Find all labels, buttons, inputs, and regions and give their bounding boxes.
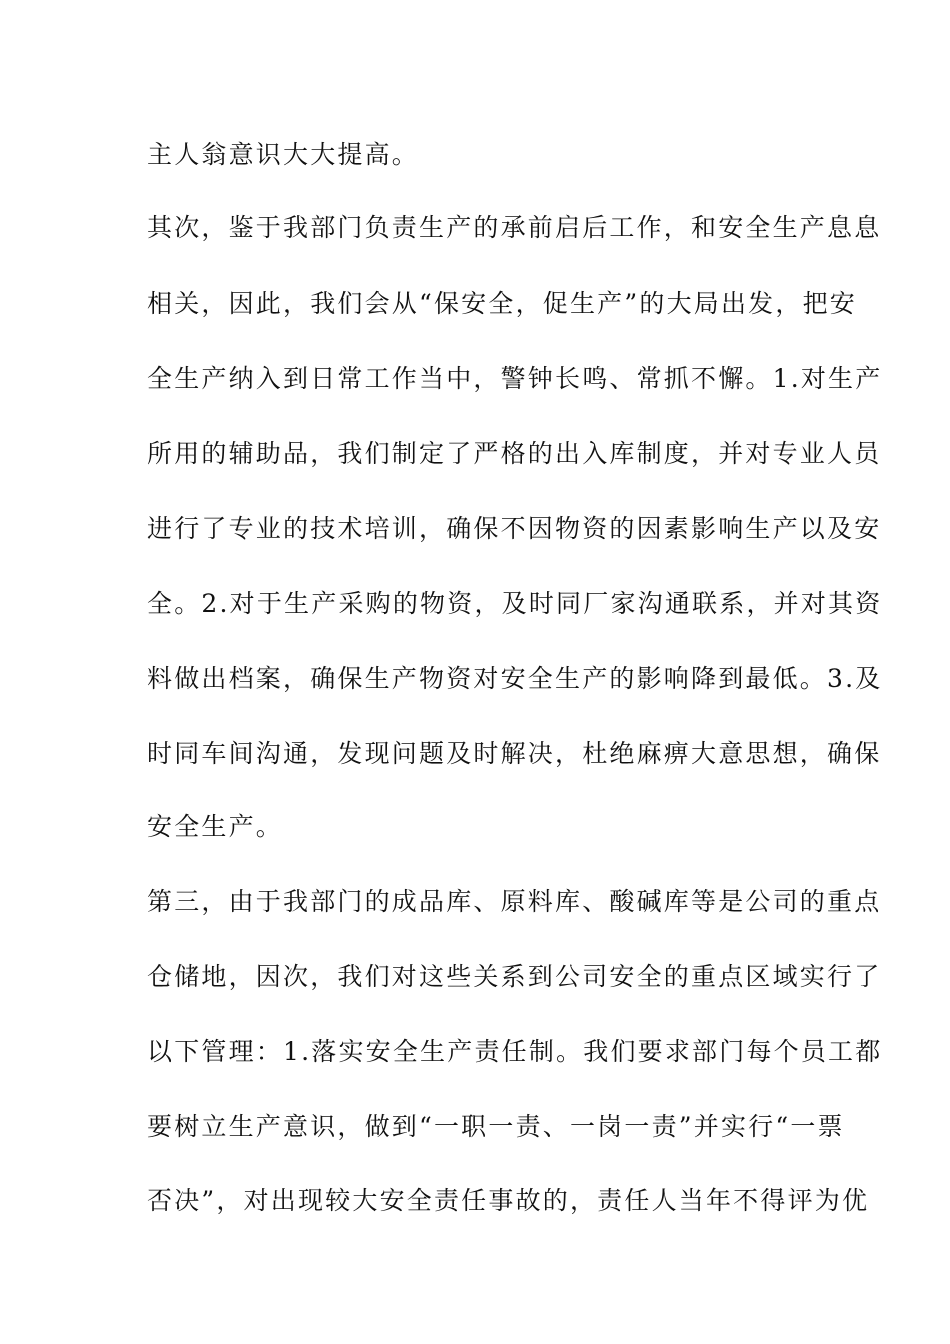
text-line: 全。2.对于生产采购的物资，及时同厂家沟通联系，并对其资 [147, 589, 883, 618]
text-line: 以下管理：1.落实安全生产责任制。我们要求部门每个员工都 [147, 1037, 883, 1066]
text-line: 否决”，对出现较大安全责任事故的，责任人当年不得评为优 [147, 1186, 870, 1215]
text-line: 其次，鉴于我部门负责生产的承前启后工作，和安全生产息息 [147, 213, 882, 242]
text-line: 时同车间沟通，发现问题及时解决，杜绝麻痹大意思想，确保 [147, 739, 882, 768]
text-line: 主人翁意识大大提高。 [147, 140, 420, 169]
text-line: 第三，由于我部门的成品库、原料库、酸碱库等是公司的重点 [147, 887, 882, 916]
text-line: 进行了专业的技术培训，确保不因物资的因素影响生产以及安 [147, 514, 882, 543]
text-line: 料做出档案，确保生产物资对安全生产的影响降到最低。3.及 [147, 664, 883, 693]
text-line: 所用的辅助品，我们制定了严格的出入库制度，并对专业人员 [147, 439, 882, 468]
text-line: 全生产纳入到日常工作当中，警钟长鸣、常抓不懈。1.对生产 [147, 364, 883, 393]
text-line: 安全生产。 [147, 812, 284, 841]
text-line: 仓储地，因次，我们对这些关系到公司安全的重点区域实行了 [147, 962, 882, 991]
text-line: 要树立生产意识，做到“一职一责、一岗一责”并实行“一票 [147, 1112, 845, 1141]
text-line: 相关，因此，我们会从“保安全，促生产”的大局出发，把安 [147, 289, 857, 318]
